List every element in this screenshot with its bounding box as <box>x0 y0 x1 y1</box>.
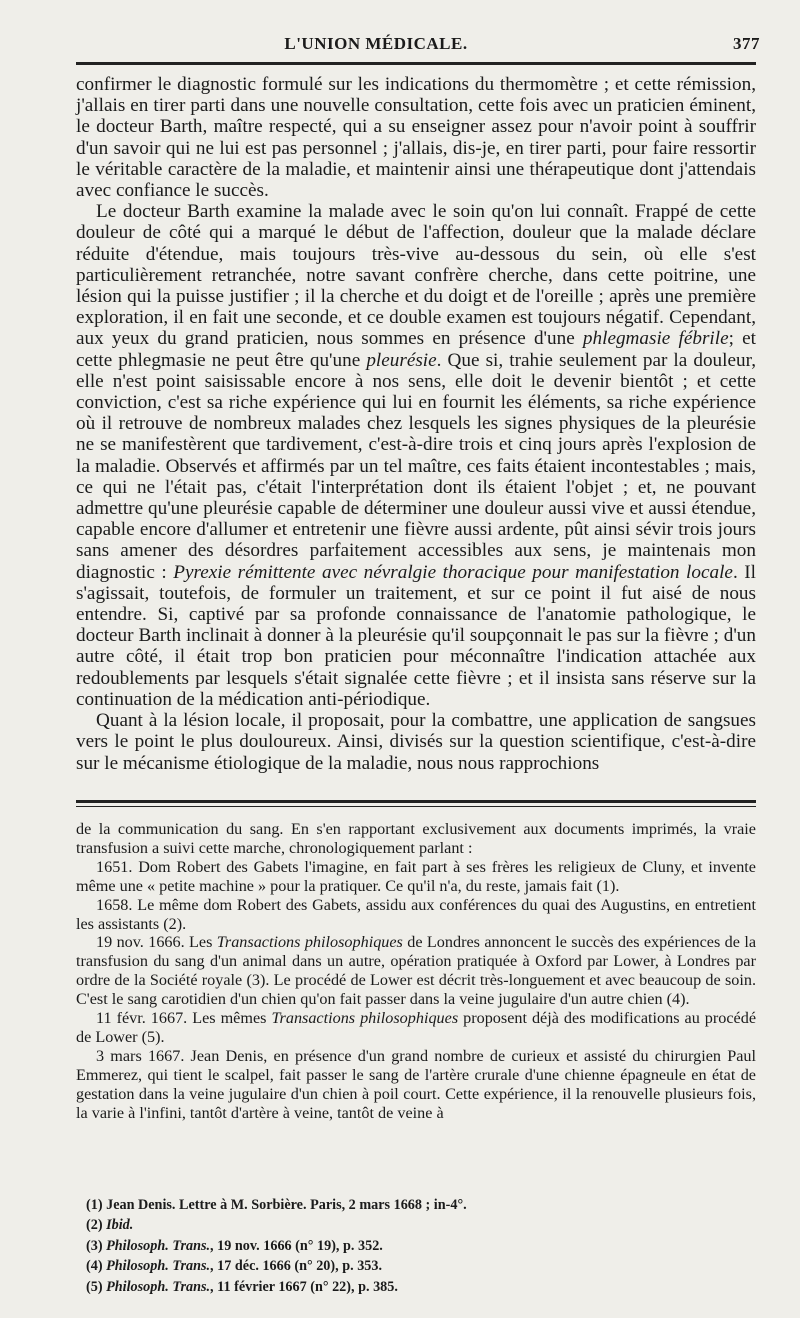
text-run: de Londres annoncent le succès des expériences de la transfusion du sang d'un animal dans un autre, opération pratiquée à Oxford par Lower, à Londres par ordre de la Société royale (3). Le procédé de Lower est décrit très-longuement et avec beaucoup de soin. C'est le sang carotidien d'un chien qu'on fait passer dans la veine jugulaire d'un autre chien (4). <box>76 933 756 1009</box>
footnote-5 <box>76 1277 756 1297</box>
italic-term: phlegmasie fébrile <box>582 328 729 350</box>
footnote-text: Jean Denis. Lettre à M. Sorbière. Paris, 2 mars 1668 ; in-4°. <box>106 1197 467 1213</box>
footnote-mark: (2) <box>86 1217 103 1234</box>
note-paragraph: 1651. Dom Robert des Gabets l'imagine, en fait part à ses frères les religieux de Cluny, et invente même une « petite machine » pour la pratiquer. Ce qu'il n'a, du reste, jamais fait (1). <box>76 857 756 895</box>
footnotes <box>76 1195 756 1297</box>
footnote-text: , 17 déc. 1666 (n° 20), p. 353. <box>210 1258 383 1275</box>
note-paragraph: 3 mars 1667. Jean Denis, en présence d'un grand nombre de curieux et assisté du chirurgien Paul Emmerez, qui tient le scalpel, fait passer le sang de l'artère crurale d'une chienne épagneule en état de gestation dans la veine jugulaire d'un chien à poil court. Cette expérience, il la renouvelle plusieurs fois, la varie à l'infini, tantôt d'artère à veine, tantôt de veine à <box>76 1046 756 1122</box>
footnote-italic: Philosoph. Trans. <box>106 1258 211 1275</box>
footnote-italic: Philosoph. Trans. <box>106 1278 211 1295</box>
note-paragraph <box>76 1009 756 1047</box>
feuilleton-text <box>76 820 756 1123</box>
note-paragraph: de la communication du sang. En s'en rapportant exclusivement aux documents imprimés, la vraie transfusion a suivi cette marche, chronologiquement parlant : <box>76 820 756 857</box>
footnote-mark: (3) <box>86 1237 103 1254</box>
page-number: 377 <box>733 34 760 53</box>
footnote-text: , 19 nov. 1666 (n° 19), p. 352. <box>210 1237 383 1254</box>
footnote-mark: (1) <box>86 1197 103 1213</box>
journal-title: L'UNION MÉDICALE. <box>284 34 468 53</box>
footnote-1 <box>76 1195 756 1215</box>
text-run: . Il s'agissait, toutefois, de formuler un traitement, et sur ce point il fut aisé de nous entendre. Si, captivé par sa profonde connaissance de l'anatomie pathologique, le docteur Barth inclinait à donner à la pleurésie qu'il soupçonnait le pas sur la fièvre ; d'un autre côté, il était trop bon praticien pour méconnaître l'indication attachée aux redoublements par lesquels s'était signalée cette fièvre ; et il insista sans réserve sur la continuation de la médication anti-périodique. <box>76 561 756 710</box>
italic-title: Transactions philosophiques <box>216 933 403 952</box>
footnote-italic: Ibid. <box>106 1217 134 1234</box>
footnote-4 <box>76 1256 756 1276</box>
section-rule-thick <box>76 800 756 803</box>
text-run: Le docteur Barth examine la malade avec le soin qu'on lui connaît. Frappé de cette douleur de côté qui a marqué le début de l'affection, douleur que la malade déclare réduite d'étendue, mais toujours très-vive au-dessous du sein, où elle s'est particulièrement retranchée, notre savant confrère cherche, dans cette poitrine, une lésion qui la puisse justifier ; il la cherche et du doigt et de l'oreille ; après une première exploration, il en fait une seconde, et ce double examen est toujours négatif. Cependant, aux yeux du grand praticien, nous sommes en présence d'une <box>76 201 756 350</box>
text-run: 11 févr. 1667. Les mêmes <box>96 1009 267 1028</box>
footnote-text: , 11 février 1667 (n° 22), p. 385. <box>210 1278 398 1295</box>
text-run: proposent déjà des modifications au procédé de Lower (5). <box>76 1009 757 1046</box>
running-head <box>76 34 760 58</box>
text-run: ; et cette phlegmasie ne peut être qu'une <box>76 328 756 371</box>
note-paragraph: 1658. Le même dom Robert des Gabets, assidu aux conférences du quai des Augustins, en entretient les assistants (2). <box>76 895 756 933</box>
footnote-2 <box>76 1215 756 1235</box>
footnote-mark: (4) <box>86 1258 103 1275</box>
footnote-italic: Philosoph. Trans. <box>106 1237 211 1254</box>
paragraph-3: Quant à la lésion locale, il proposait, pour la combattre, une application de sangsues vers le point le plus douloureux. Ainsi, divisés sur la question scientifique, c'est-à-dire sur le mécanisme étiologique de la maladie, nous nous rapprochions <box>76 710 756 774</box>
italic-diagnosis: Pyrexie rémittente avec névralgie thoracique pour manifestation locale <box>173 561 733 583</box>
text-run: . Que si, trahie seulement par la douleur, elle n'est point saisissable encore à nos sens, elle doit le devenir bientôt ; et cette conviction, c'est sa riche expérience qui lui en fournit les éléments, sa riche expérience où il retrouve de nombreux malades chez lesquels les signes physiques de la pleurésie ne se manifestèrent que tardivement, c'est-à-dire trois et cinq jours après l'explosion de la maladie. Observés et affirmés par un tel maître, ces faits étaient incontestables ; mais, ce qui ne l'était pas, c'était l'interprétation dont ils étaient l'objet ; et, ne pouvant admettre qu'une pleurésie capable de déterminer une douleur aussi vive et aussi étendue, capable encore d'allumer et entretenir une fièvre aussi ardente, pût ainsi sévir trois jours sans amener des désordres parfaitement accessibles aux sens, je maintenais mon diagnostic : <box>76 349 756 583</box>
paragraph-1: confirmer le diagnostic formulé sur les indications du thermomètre ; et cette rémission, j'allais en tirer parti dans une nouvelle consultation, cette fois avec un praticien éminent, le docteur Barth, maître respecté, qui a su enseigner assez pour n'avoir point à souffrir d'un savoir qui ne lui est pas personnel ; j'allais, dis-je, en tirer parti, pour faire ressortir le véritable caractère de la maladie, et maintenir ainsi une thérapeutique dont j'attendais avec confiance le succès. <box>76 74 756 202</box>
footnote-mark: (5) <box>86 1278 103 1295</box>
section-rule-thin <box>76 806 756 807</box>
italic-title: Transactions philosophiques <box>271 1009 459 1028</box>
note-paragraph <box>76 933 756 1009</box>
italic-term: pleurésie <box>366 349 437 371</box>
text-run: 19 nov. 1666. Les <box>96 933 213 952</box>
header-rule <box>76 62 756 65</box>
paragraph-2 <box>76 201 756 710</box>
footnote-3 <box>76 1236 756 1256</box>
main-body-text <box>76 74 756 774</box>
